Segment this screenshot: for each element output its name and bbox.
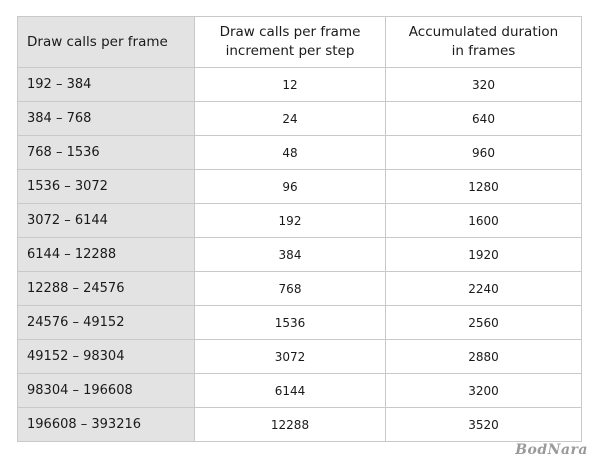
- cell-accumulated-duration: 1600: [386, 204, 582, 238]
- header-accumulated-duration-label: Accumulated duration in frames: [408, 24, 559, 59]
- header-draw-calls-per-frame: Draw calls per frame: [18, 17, 195, 68]
- table-row: [18, 238, 582, 272]
- cell-increment-per-step: 24: [195, 102, 386, 136]
- cell-accumulated-duration: 640: [386, 102, 582, 136]
- cell-draw-calls-range: 192 – 384: [18, 68, 195, 102]
- cell-increment-per-step: 192: [195, 204, 386, 238]
- table-row: [18, 170, 582, 204]
- header-accumulated-duration: [386, 17, 582, 68]
- table-body: [18, 68, 582, 442]
- table-header: [18, 17, 582, 68]
- table-row: [18, 68, 582, 102]
- draw-calls-table: [17, 16, 582, 442]
- cell-accumulated-duration: 1280: [386, 170, 582, 204]
- cell-increment-per-step: 768: [195, 272, 386, 306]
- table-row: [18, 102, 582, 136]
- table-row: [18, 408, 582, 442]
- cell-increment-per-step: 384: [195, 238, 386, 272]
- header-row: [18, 17, 582, 68]
- cell-increment-per-step: 6144: [195, 374, 386, 408]
- table-row: [18, 340, 582, 374]
- cell-draw-calls-range: 98304 – 196608: [18, 374, 195, 408]
- cell-increment-per-step: 96: [195, 170, 386, 204]
- cell-accumulated-duration: 960: [386, 136, 582, 170]
- cell-accumulated-duration: 3520: [386, 408, 582, 442]
- table-row: [18, 204, 582, 238]
- table-row: [18, 306, 582, 340]
- table-row: [18, 272, 582, 306]
- cell-increment-per-step: 1536: [195, 306, 386, 340]
- header-increment-per-step: [195, 17, 386, 68]
- cell-increment-per-step: 3072: [195, 340, 386, 374]
- cell-accumulated-duration: 1920: [386, 238, 582, 272]
- cell-accumulated-duration: 2880: [386, 340, 582, 374]
- cell-increment-per-step: 48: [195, 136, 386, 170]
- cell-increment-per-step: 12288: [195, 408, 386, 442]
- cell-increment-per-step: 12: [195, 68, 386, 102]
- table-row: [18, 374, 582, 408]
- cell-accumulated-duration: 2560: [386, 306, 582, 340]
- cell-accumulated-duration: 320: [386, 68, 582, 102]
- cell-draw-calls-range: 3072 – 6144: [18, 204, 195, 238]
- table-row: [18, 136, 582, 170]
- header-increment-per-step-label: Draw calls per frame increment per step: [219, 24, 361, 59]
- cell-accumulated-duration: 2240: [386, 272, 582, 306]
- cell-draw-calls-range: 1536 – 3072: [18, 170, 195, 204]
- cell-draw-calls-range: 196608 – 393216: [18, 408, 195, 442]
- cell-draw-calls-range: 384 – 768: [18, 102, 195, 136]
- cell-draw-calls-range: 24576 – 49152: [18, 306, 195, 340]
- cell-draw-calls-range: 6144 – 12288: [18, 238, 195, 272]
- cell-draw-calls-range: 768 – 1536: [18, 136, 195, 170]
- watermark-logo: BodNara: [515, 442, 588, 458]
- cell-accumulated-duration: 3200: [386, 374, 582, 408]
- cell-draw-calls-range: 49152 – 98304: [18, 340, 195, 374]
- cell-draw-calls-range: 12288 – 24576: [18, 272, 195, 306]
